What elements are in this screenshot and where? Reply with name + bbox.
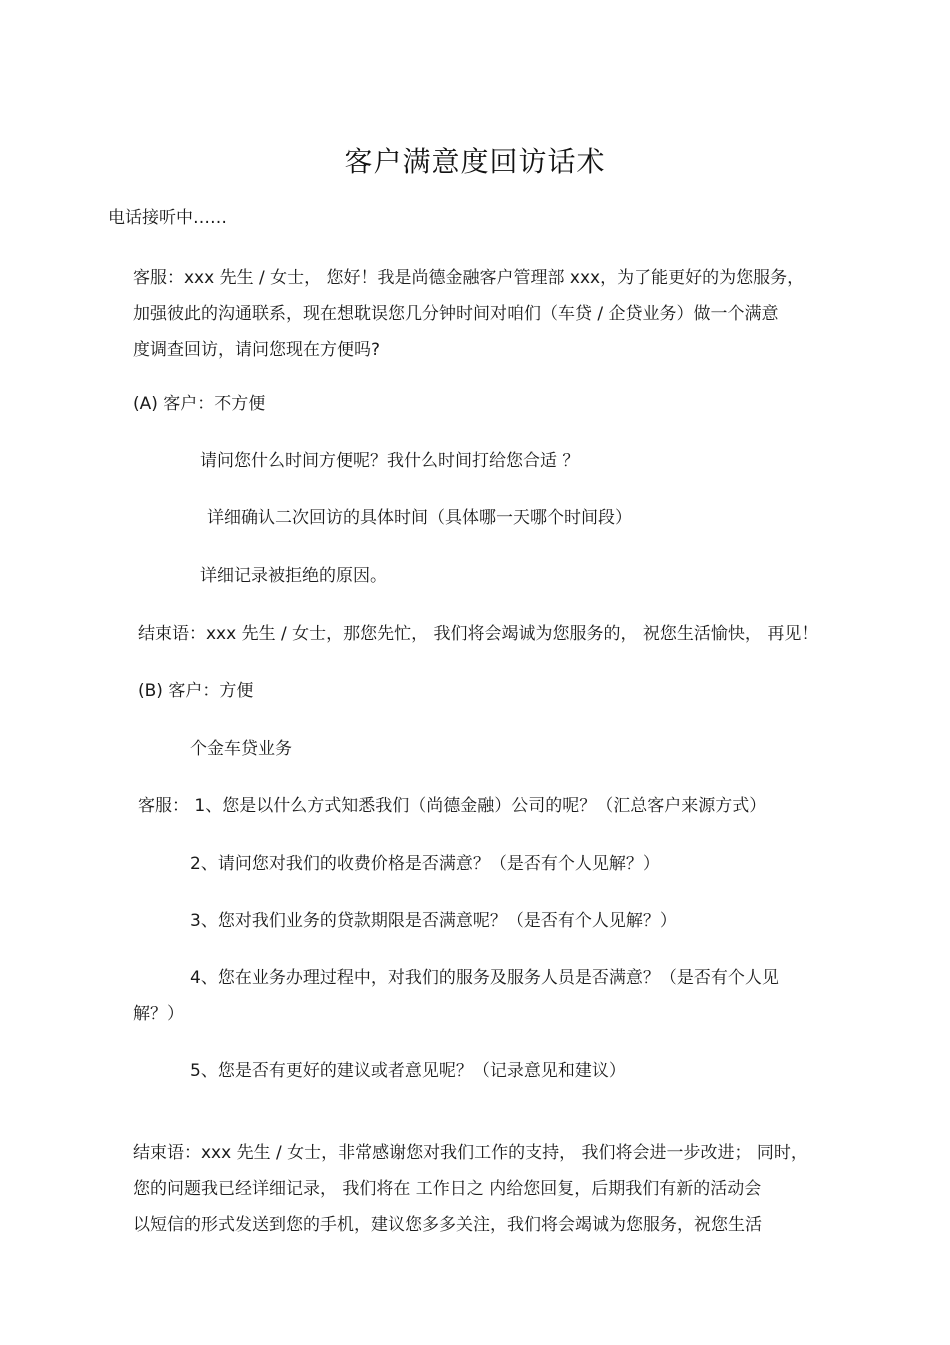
option-a-closing: 结束语：xxx 先生 / 女士，那您先忙， 我们将会竭诚为您服务的， 祝您生活愉快， 再见！ <box>138 624 819 644</box>
option-a-step-3: 详细记录被拒绝的原因。 <box>200 566 387 586</box>
intro-line-1: 客服：xxx 先生 / 女士， 您好！我是尚德金融客户管理部 xxx，为了能更好的为您服务， <box>133 268 805 288</box>
intro-line-2: 加强彼此的沟通联系，现在想耽误您几分钟时间对咱们（车贷 / 企贷业务）做一个满意 <box>133 304 779 324</box>
phone-status: 电话接听中…… <box>108 208 227 228</box>
option-a-step-2: 详细确认二次回访的具体时间（具体哪一天哪个时间段） <box>207 508 632 528</box>
question-4-continued: 解？） <box>133 1004 184 1024</box>
option-b-closing-line-2: 您的问题我已经详细记录， 我们将在 工作日之 内给您回复，后期我们有新的活动会 <box>133 1179 762 1199</box>
intro-paragraph <box>133 260 804 368</box>
intro-line-3: 度调查回访，请问您现在方便吗? <box>133 340 381 360</box>
option-b-closing-line-3: 以短信的形式发送到您的手机，建议您多多关注，我们将会竭诚为您服务，祝您生活 <box>133 1215 762 1235</box>
question-3: 3、您对我们业务的贷款期限是否满意呢？（是否有个人见解？） <box>190 911 677 931</box>
option-b-closing <box>133 1135 808 1243</box>
option-b-closing-line-1: 结束语：xxx 先生 / 女士，非常感谢您对我们工作的支持， 我们将会进一步改进； 同时， <box>133 1143 808 1163</box>
question-5: 5、您是否有更好的建议或者意见呢？（记录意见和建议） <box>190 1061 626 1081</box>
option-a-label: (A) 客户：不方便 <box>133 394 266 414</box>
question-1: 客服： 1、您是以什么方式知悉我们（尚德金融）公司的呢？（汇总客户来源方式） <box>138 796 767 816</box>
document-title: 客户满意度回访话术 <box>344 145 606 178</box>
option-a-step-1: 请问您什么时间方便呢？我什么时间打给您合适 ？ <box>200 451 580 471</box>
question-4: 4、您在业务办理过程中，对我们的服务及服务人员是否满意？（是否有个人见 <box>190 968 779 988</box>
option-b-label: (B) 客户：方便 <box>138 681 254 701</box>
question-2: 2、请问您对我们的收费价格是否满意？（是否有个人见解？） <box>190 854 660 874</box>
option-b-business: 个金车贷业务 <box>190 739 292 759</box>
